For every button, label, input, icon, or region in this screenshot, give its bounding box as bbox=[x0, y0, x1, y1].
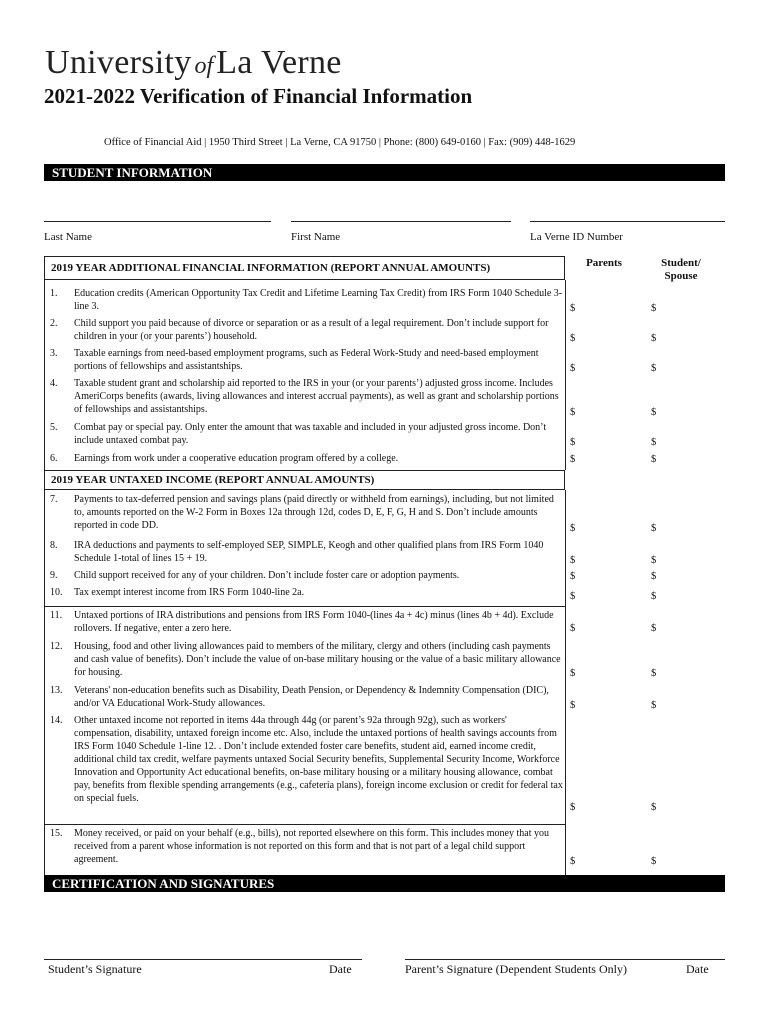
student-header-line: Student/ bbox=[661, 257, 701, 269]
item-number: 8. bbox=[50, 540, 58, 551]
parent-signature-label: Parent’s Signature (Dependent Students Only) bbox=[405, 962, 627, 976]
certification-heading: CERTIFICATION AND SIGNATURES bbox=[52, 876, 275, 891]
item-number: 5. bbox=[50, 422, 58, 433]
line-item-4 bbox=[44, 377, 565, 420]
student-amount-field[interactable]: $ bbox=[651, 856, 657, 867]
section1-right-border bbox=[565, 280, 566, 470]
student-amount-field[interactable]: $ bbox=[651, 555, 657, 566]
last-name-line[interactable] bbox=[44, 221, 271, 222]
student-information-heading: STUDENT INFORMATION bbox=[52, 165, 213, 180]
line-item-6 bbox=[44, 452, 565, 466]
parents-amount-field[interactable]: $ bbox=[570, 437, 576, 448]
item-number: 3. bbox=[50, 348, 58, 359]
parents-amount-field[interactable]: $ bbox=[570, 363, 576, 374]
item-text: Child support received for any of your children. Don’t include foster care or adoption payments. bbox=[74, 570, 460, 581]
parents-amount-field[interactable]: $ bbox=[570, 454, 576, 465]
parents-column-header: Parents bbox=[586, 257, 622, 269]
item-number: 2. bbox=[50, 318, 58, 329]
student-amount-field[interactable]: $ bbox=[651, 437, 657, 448]
section2-divider-2 bbox=[44, 824, 565, 825]
office-contact-line: Office of Financial Aid | 1950 Third Street | La Verne, CA 91750 | Phone: (800) 649-0160 | Fax: (909) 448-1629 bbox=[104, 137, 576, 148]
parents-amount-field[interactable]: $ bbox=[570, 856, 576, 867]
student-amount-field[interactable]: $ bbox=[651, 591, 657, 602]
id-number-line[interactable] bbox=[530, 221, 725, 222]
item-number: 13. bbox=[50, 685, 63, 696]
parents-amount-field[interactable]: $ bbox=[570, 333, 576, 344]
student-amount-field[interactable]: $ bbox=[651, 623, 657, 634]
line-item-7 bbox=[44, 493, 565, 537]
student-signature-label: Student’s Signature bbox=[48, 962, 142, 976]
section2-heading: 2019 YEAR UNTAXED INCOME (REPORT ANNUAL AMOUNTS) bbox=[44, 470, 565, 490]
section2-divider bbox=[44, 606, 565, 607]
line-item-1 bbox=[44, 287, 565, 316]
item-text: Earnings from work under a cooperative education program offered by a college. bbox=[74, 453, 399, 464]
student-amount-field[interactable]: $ bbox=[651, 363, 657, 374]
document-title: 2021-2022 Verification of Financial Information bbox=[44, 84, 473, 108]
student-amount-field[interactable]: $ bbox=[651, 333, 657, 344]
student-amount-field[interactable]: $ bbox=[651, 668, 657, 679]
line-item-10 bbox=[44, 586, 565, 601]
student-amount-field[interactable]: $ bbox=[651, 523, 657, 534]
line-item-2 bbox=[44, 317, 565, 346]
last-name-label: Last Name bbox=[44, 231, 92, 243]
item-number: 7. bbox=[50, 494, 58, 505]
line-item-3 bbox=[44, 347, 565, 376]
student-amount-field[interactable]: $ bbox=[651, 700, 657, 711]
first-name-label: First Name bbox=[291, 231, 341, 243]
student-amount-field[interactable]: $ bbox=[651, 802, 657, 813]
item-number: 9. bbox=[50, 570, 58, 581]
logo-university: University bbox=[45, 44, 192, 81]
item-text: IRA deductions and payments to self-employed SEP, SIMPLE, Keogh and other qualified plans from IRS Form 1040 Schedule 1-total of lines 15 + 19. bbox=[74, 540, 544, 564]
line-item-12 bbox=[44, 640, 565, 683]
line-item-9 bbox=[44, 569, 565, 584]
student-amount-field[interactable]: $ bbox=[651, 454, 657, 465]
item-number: 4. bbox=[50, 378, 58, 389]
first-name-line[interactable] bbox=[291, 221, 511, 222]
student-amount-field[interactable]: $ bbox=[651, 571, 657, 582]
item-number: 14. bbox=[50, 715, 63, 726]
student-date-label: Date bbox=[329, 962, 352, 976]
item-number: 6. bbox=[50, 453, 58, 464]
parents-amount-field[interactable]: $ bbox=[570, 802, 576, 813]
parents-amount-field[interactable]: $ bbox=[570, 668, 576, 679]
line-item-8 bbox=[44, 539, 565, 568]
item-text: Education credits (American Opportunity Tax Credit and Lifetime Learning Tax Credit) from IRS Form 1040 Schedule 3-line 3. bbox=[74, 288, 563, 312]
parents-amount-field[interactable]: $ bbox=[570, 571, 576, 582]
parents-amount-field[interactable]: $ bbox=[570, 555, 576, 566]
item-text: Payments to tax-deferred pension and savings plans (paid directly or withheld from earnings), including, but not limited to, amounts reported on the W-2 Form in Boxes 12a through 12d, codes D, E, F, G, H and S. Don’t include amounts reported in code DD. bbox=[74, 494, 554, 531]
line-item-11 bbox=[44, 609, 565, 638]
parent-signature-line[interactable] bbox=[405, 959, 725, 960]
student-amount-field[interactable]: $ bbox=[651, 303, 657, 314]
parents-amount-field[interactable]: $ bbox=[570, 623, 576, 634]
line-item-5 bbox=[44, 421, 565, 450]
item-number: 1. bbox=[50, 288, 58, 299]
student-spouse-column-header bbox=[645, 257, 717, 283]
item-text: Veterans' non-education benefits such as Disability, Death Pension, or Dependency & Indemnity Compensation (DIC), and/or VA Educational Work-Study allowances. bbox=[74, 685, 549, 709]
parents-amount-field[interactable]: $ bbox=[570, 700, 576, 711]
line-item-14 bbox=[44, 714, 565, 822]
item-number: 15. bbox=[50, 828, 63, 839]
item-text: Tax exempt interest income from IRS Form 1040-line 2a. bbox=[74, 587, 305, 598]
item-text: Untaxed portions of IRA distributions and pensions from IRS Form 1040-(lines 4a + 4c) minus (lines 4b + 4d). Exclude rollovers. If negative, enter a zero here. bbox=[74, 610, 554, 634]
student-amount-field[interactable]: $ bbox=[651, 407, 657, 418]
item-text: Child support you paid because of divorce or separation or as a result of a legal requirement. Don’t include support for children in your (or your parents’) household. bbox=[74, 318, 549, 342]
spouse-header-line: Spouse bbox=[664, 270, 698, 282]
item-text: Housing, food and other living allowances paid to members of the military, clergy and others (including cash payments and cash value of benefits). Don’t include the value of on-base military housing or the value of a basic military allowance for housing. bbox=[74, 641, 561, 678]
parents-amount-field[interactable]: $ bbox=[570, 523, 576, 534]
section1-heading: 2019 YEAR ADDITIONAL FINANCIAL INFORMATION (REPORT ANNUAL AMOUNTS) bbox=[44, 256, 565, 280]
student-signature-line[interactable] bbox=[44, 959, 362, 960]
university-logo bbox=[45, 44, 342, 82]
item-number: 12. bbox=[50, 641, 63, 652]
item-number: 11. bbox=[50, 610, 63, 621]
line-item-15 bbox=[44, 827, 565, 870]
item-text: Taxable student grant and scholarship aid reported to the IRS in your (or your parents’) adjusted gross income. Includes AmeriCorps benefits (awards, living allowances and interest accrual payments), as well as grant and scholarship portions of fellowships and assistantships. bbox=[74, 378, 559, 415]
item-number: 10. bbox=[50, 587, 63, 598]
logo-la-verne: La Verne bbox=[216, 44, 342, 81]
student-information-bar bbox=[44, 164, 725, 181]
line-item-13 bbox=[44, 684, 565, 713]
parents-amount-field[interactable]: $ bbox=[570, 407, 576, 418]
parent-date-label: Date bbox=[686, 962, 709, 976]
id-number-label: La Verne ID Number bbox=[530, 231, 623, 243]
certification-bar bbox=[44, 875, 725, 892]
section2-right-border bbox=[565, 490, 566, 876]
parents-amount-field[interactable]: $ bbox=[570, 591, 576, 602]
item-text: Money received, or paid on your behalf (e.g., bills), not reported elsewhere on this form. This includes money that you received from a parent whose information is not reported on this form and that is not part of a legal child support agreement. bbox=[74, 828, 549, 865]
item-text: Other untaxed income not reported in items 44a through 44g (or parent’s 92a through 92g), such as workers' compensation, disability, untaxed foreign income etc. Also, include the untaxed portions of health savings accounts from IRS Form 1040 Schedule 1-line 12. . Don’t include extended foster care benefits, student aid, earned income credit, additional child tax credit, welfare payments untaxed Social Security benefits, Supplemental Security Income, Workforce Innovation and Opportunity Act educational benefits, on-base military housing or a military housing allowance, combat pay, benefits from flexible spending arrangements (e.g., cafeteria plans), foreign income exclusion or credit for federal tax on special fuels. bbox=[74, 715, 563, 804]
logo-of: of bbox=[194, 53, 214, 79]
item-text: Taxable earnings from need-based employment programs, such as Federal Work-Study and need-based employment portions of fellowships and assistantships. bbox=[74, 348, 539, 372]
item-text: Combat pay or special pay. Only enter the amount that was taxable and included in your adjusted gross income. Don’t include untaxed combat pay. bbox=[74, 422, 547, 446]
parents-amount-field[interactable]: $ bbox=[570, 303, 576, 314]
